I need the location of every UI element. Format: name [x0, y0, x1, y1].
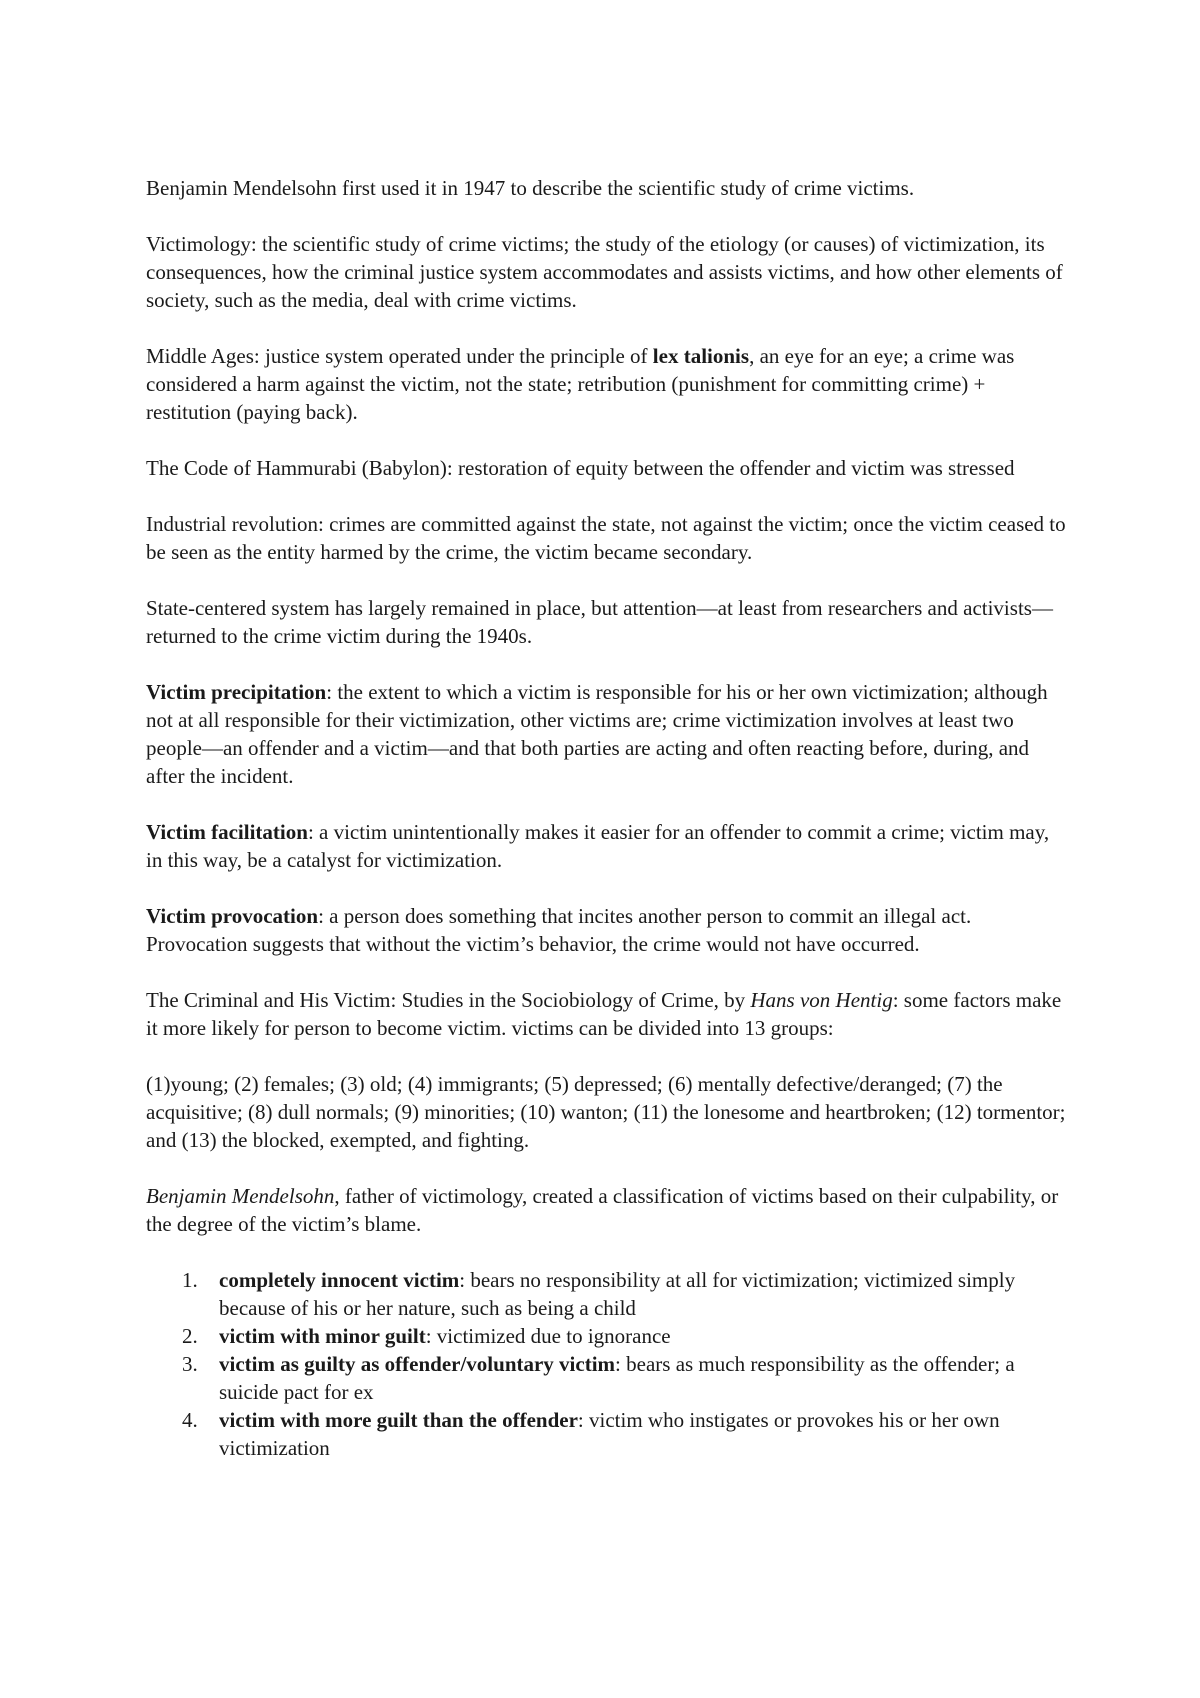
paragraph-middle-ages — [146, 342, 1066, 426]
paragraph-text: (1)young; (2) females; (3) old; (4) immigrants; (5) depressed; (6) mentally defective/deranged; (7) the acquisitive; (8) dull normals; (9) minorities; (10) wanton; (11) the lonesome and heartbroken; (12) tormentor; and (13) the blocked, exempted, and fighting. — [146, 1072, 1066, 1152]
paragraph-text: : a person does something that incites another person to commit an illegal act. Provocation suggests that without the victim’s behavior, the crime would not have occurred. — [146, 904, 972, 956]
list-number: 1. — [182, 1268, 198, 1292]
paragraph-text: : a victim unintentionally makes it easier for an offender to commit a crime; victim may, in this way, be a catalyst for victimization. — [146, 820, 1050, 872]
paragraph-hammurabi — [146, 454, 1066, 482]
paragraph-text: Middle Ages: justice system operated under the principle of — [146, 344, 653, 368]
list-term: completely innocent victim — [219, 1268, 460, 1292]
paragraph-text: , father of victimology, created a classification of victims based on their culpability, or the degree of the victim’s blame. — [146, 1184, 1059, 1236]
paragraph-victim-facilitation — [146, 818, 1066, 874]
list-text: : bears as much responsibility as the offender; a suicide pact for ex — [219, 1352, 1015, 1404]
term-victim-facilitation: Victim facilitation — [146, 820, 308, 844]
paragraph-victim-precipitation — [146, 678, 1066, 790]
paragraph-text: State-centered system has largely remained in place, but attention—at least from researchers and activists—returned to the crime victim during the 1940s. — [146, 596, 1053, 648]
document-body — [146, 174, 1066, 1462]
paragraph-text: Victimology: the scientific study of crime victims; the study of the etiology (or causes) of victimization, its consequences, how the criminal justice system accommodates and assists victims, and how other elements of society, such as the media, deal with crime victims. — [146, 232, 1063, 312]
term-victim-precipitation: Victim precipitation — [146, 680, 327, 704]
list-number: 2. — [182, 1324, 198, 1348]
list-term: victim with minor guilt — [219, 1324, 426, 1348]
paragraph-mendelsohn-classification — [146, 1182, 1066, 1238]
paragraph-text: : some factors make it more likely for person to become victim. victims can be divided into 13 groups: — [146, 988, 1062, 1040]
paragraph-victim-groups — [146, 1070, 1066, 1154]
list-number: 3. — [182, 1352, 198, 1376]
list-text: : bears no responsibility at all for victimization; victimized simply because of his or her nature, such as being a child — [219, 1268, 1016, 1320]
paragraph-victim-provocation — [146, 902, 1066, 958]
list-item — [146, 1266, 1066, 1322]
term-lex-talionis: lex talionis — [652, 344, 750, 368]
victim-classification-list — [146, 1266, 1066, 1462]
list-item — [146, 1350, 1066, 1406]
term-victim-provocation: Victim provocation — [146, 904, 319, 928]
list-number: 4. — [182, 1408, 198, 1432]
paragraph-text: : the extent to which a victim is responsible for his or her own victimization; although not at all responsible for their victimization, other victims are; crime victimization involves at least two people—an offender and a victim—and that both parties are acting and often reacting before, during, and after the incident. — [146, 680, 1048, 788]
list-term: victim as guilty as offender/voluntary victim — [219, 1352, 616, 1376]
list-term: victim with more guilt than the offender — [219, 1408, 578, 1432]
paragraph-text: Industrial revolution: crimes are committed against the state, not against the victim; once the victim ceased to be seen as the entity harmed by the crime, the victim became secondary. — [146, 512, 1066, 564]
paragraph-von-hentig — [146, 986, 1066, 1042]
paragraph-text: , an eye for an eye; a crime was considered a harm against the victim, not the state; retribution (punishment for committing crime) + restitution (paying back). — [146, 344, 1015, 424]
list-item — [146, 1406, 1066, 1462]
paragraph-industrial-revolution — [146, 510, 1066, 566]
list-text: : victim who instigates or provokes his or her own victimization — [219, 1408, 1000, 1460]
paragraph-state-centered — [146, 594, 1066, 650]
author-name: Benjamin Mendelsohn — [146, 1184, 335, 1208]
list-item — [146, 1322, 1066, 1350]
paragraph-text: Benjamin Mendelsohn first used it in 1947 to describe the scientific study of crime victims. — [146, 176, 915, 200]
paragraph-text: The Criminal and His Victim: Studies in the Sociobiology of Crime, by — [146, 988, 751, 1012]
list-text: : victimized due to ignorance — [425, 1324, 671, 1348]
paragraph-victimology-definition — [146, 230, 1066, 314]
paragraph-mendelsohn-intro — [146, 174, 1066, 202]
paragraph-text: The Code of Hammurabi (Babylon): restoration of equity between the offender and victim was stressed — [146, 456, 1015, 480]
author-name: Hans von Hentig — [750, 988, 893, 1012]
